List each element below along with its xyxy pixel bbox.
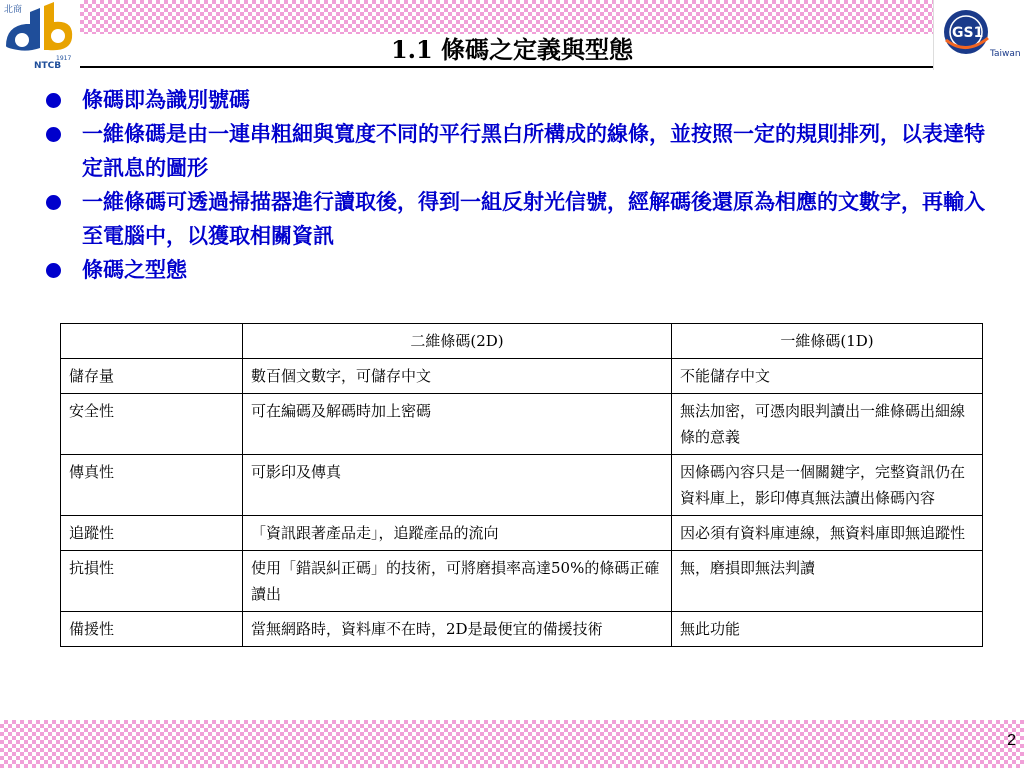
row-label-cell: 安全性 xyxy=(61,394,243,455)
title-divider xyxy=(80,66,933,68)
cell-2d: 數百個文數字，可儲存中文 xyxy=(243,359,672,394)
table-row xyxy=(61,394,983,455)
bullet-dot-icon xyxy=(46,127,61,142)
barcode-comparison-table xyxy=(60,323,983,647)
bullet-text: 一維條碼是由一連串粗細與寬度不同的平行黑白所構成的線條，並按照一定的規則排列，以表達特定訊息的圖形 xyxy=(82,121,985,180)
row-label-cell: 儲存量 xyxy=(61,359,243,394)
table-row xyxy=(61,551,983,612)
bullet-dot-icon xyxy=(46,263,61,278)
cell-2d: 可在編碼及解碼時加上密碼 xyxy=(243,394,672,455)
cell-1d: 不能儲存中文 xyxy=(672,359,983,394)
page-number: 2 xyxy=(1007,732,1016,749)
row-label-cell: 備援性 xyxy=(61,612,243,647)
cell-1d: 無，磨損即無法判讀 xyxy=(672,551,983,612)
header-cell-1d: 一維條碼(1D) xyxy=(672,324,983,359)
table-row xyxy=(61,455,983,516)
bullet-dot-icon xyxy=(46,195,61,210)
row-label-cell: 傳真性 xyxy=(61,455,243,516)
row-label-cell: 抗損性 xyxy=(61,551,243,612)
row-label-cell: 追蹤性 xyxy=(61,516,243,551)
table-row xyxy=(61,359,983,394)
bullet-text: 條碼之型態 xyxy=(82,257,187,282)
top-checker-band xyxy=(0,0,1024,34)
table-header-row xyxy=(61,324,983,359)
page-title: 1.1 條碼之定義與型態 xyxy=(390,35,634,64)
gs1-mark: GS1 xyxy=(952,25,984,41)
ntcb-logo-bottom-text: NTCB xyxy=(34,61,62,71)
ntcb-logo-year: 1917 xyxy=(56,55,72,62)
bullet-item xyxy=(44,185,994,253)
bullet-item xyxy=(44,117,994,185)
table-row xyxy=(61,612,983,647)
cell-1d: 無此功能 xyxy=(672,612,983,647)
bullet-text: 條碼即為識別號碼 xyxy=(82,87,250,112)
cell-2d: 可影印及傳真 xyxy=(243,455,672,516)
table-row xyxy=(61,516,983,551)
cell-1d: 因必須有資料庫連線，無資料庫即無追蹤性 xyxy=(672,516,983,551)
gs1-taiwan-text: Taiwan xyxy=(990,49,1021,59)
ntcb-logo-top-text: 北商 xyxy=(4,5,23,15)
bottom-checker-band xyxy=(0,720,1024,768)
header-cell-blank xyxy=(61,324,243,359)
bullet-dot-icon xyxy=(46,93,61,108)
cell-1d: 因條碼內容只是一個關鍵字，完整資訊仍在資料庫上，影印傳真無法讀出條碼內容 xyxy=(672,455,983,516)
bullet-item xyxy=(44,253,994,287)
cell-2d: 當無網路時，資料庫不在時，2D是最便宜的備援技術 xyxy=(243,612,672,647)
bullet-list xyxy=(44,83,994,287)
cell-2d: 「資訊跟著產品走」，追蹤產品的流向 xyxy=(243,516,672,551)
bullet-text: 一維條碼可透過掃描器進行讀取後，得到一組反射光信號，經解碼後還原為相應的文數字，再輸入至電腦中，以獲取相關資訊 xyxy=(82,189,985,248)
cell-1d: 無法加密，可憑肉眼判讀出一維條碼出細線條的意義 xyxy=(672,394,983,455)
header-cell-2d: 二維條碼(2D) xyxy=(243,324,672,359)
cell-2d: 使用「錯誤糾正碼」的技術，可將磨損率高達50%的條碼正確讀出 xyxy=(243,551,672,612)
bullet-item xyxy=(44,83,994,117)
